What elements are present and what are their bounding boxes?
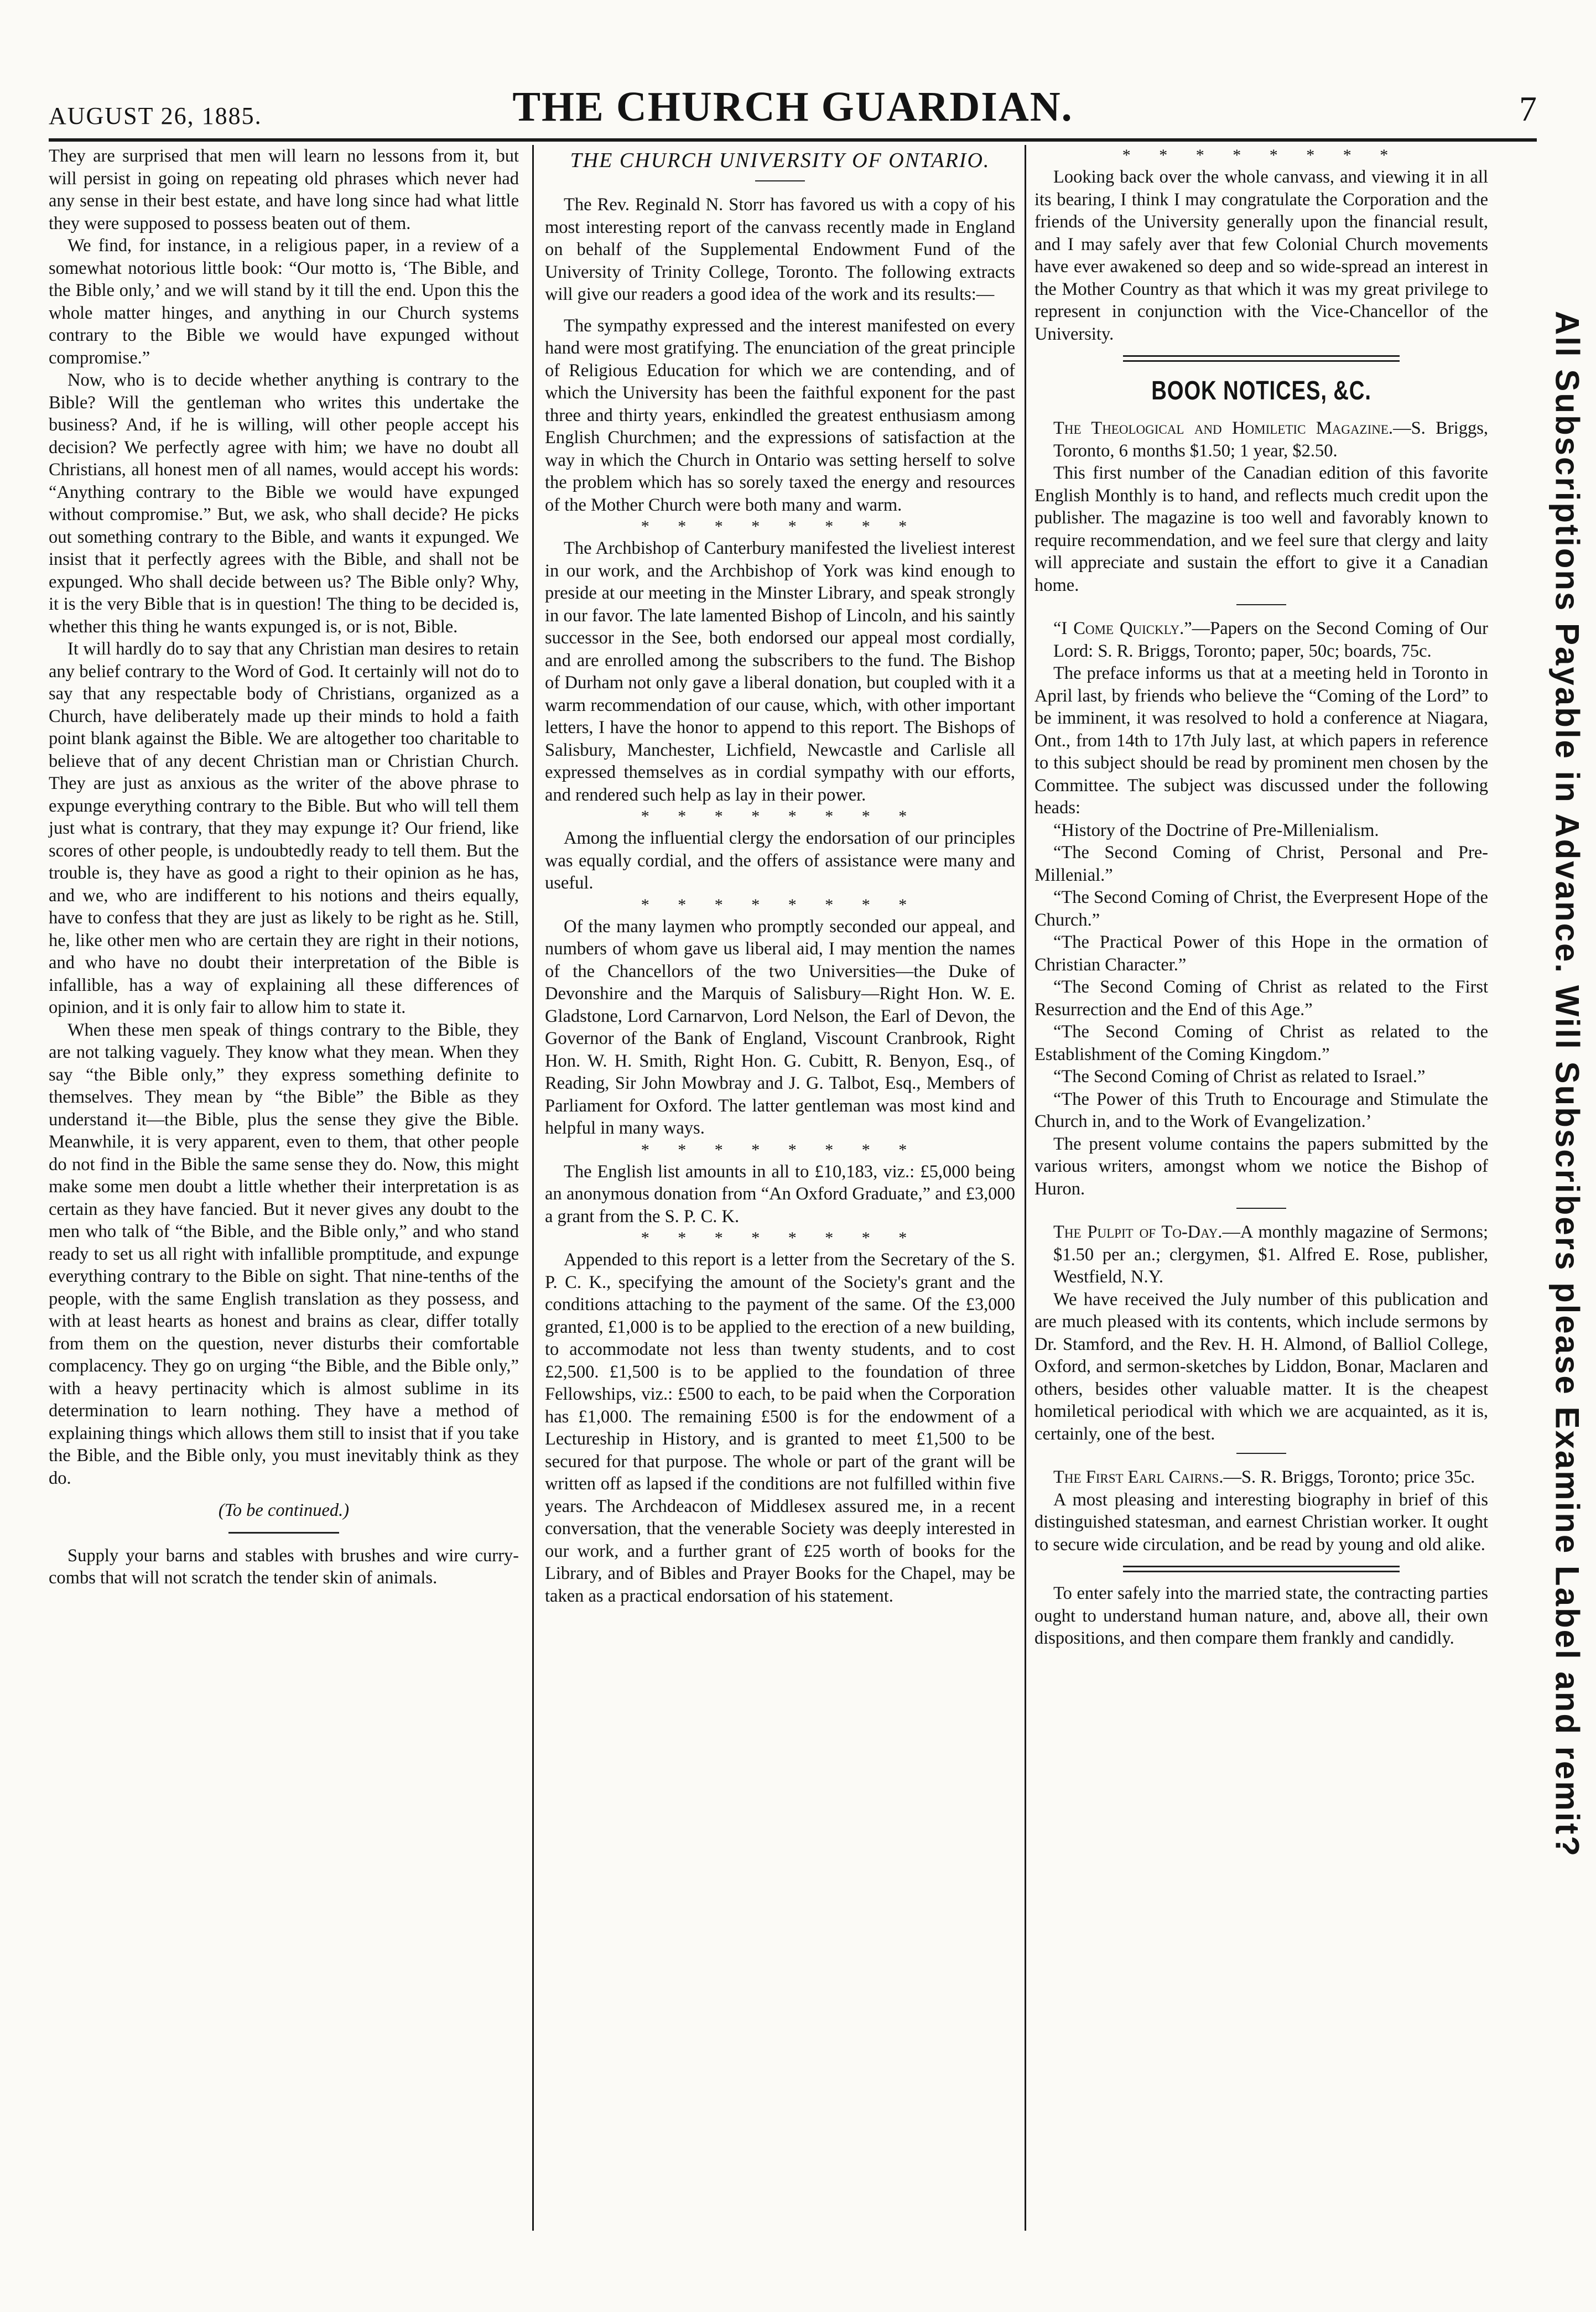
filler-paragraph: Supply your barns and stables with brushes and wire curry-combs that will not scratch the tender skin of animals. [49,1545,519,1588]
book-entry [1034,1466,1488,1489]
article-paragraph: Appended to this report is a letter from the Secretary of the S. P. C. K., specifying the amount of the Society's grant and the conditions attaching to the payment of the same. Of the £3,000 granted, £1,000 is to be applied to the erection of a new building, to accommodate not less than twenty students, and to cost £2,500. £1,500 is to be applied to the foundation of three Fellowships, viz.: £500 to each, to be paid when the Corporation has £1,000. The remaining £500 is for the endowment of a Lectureship in History, and is granted to meet £1,500 to be secured for that purpose. The whole or part of the grant will be written off as lapsed if the conditions are not fulfilled within five years. The Archdeacon of Middlesex assured me, in a recent conversation, that the venerable Society was deeply interested in our work, and a further grant of £25 worth of books for the Library, and of Bibles and Prayer Books for the Chapel, may be taken as a practical endorsation of his statement. [545,1250,1015,1606]
section-stars: * * * * * * * * [641,1229,919,1247]
book-review: A most pleasing and interesting biography in brief of this distinguished statesman, and earnest Christian worker. It ought to secure wide circulation, and be read by young and old alike. [1034,1489,1488,1555]
book-details: —S. Briggs, Toronto, 6 months $1.50; 1 year, $2.50. [1053,418,1488,461]
article-paragraph: The Rev. Reginald N. Storr has favored us with a copy of his most interesting report of the canvass recently made in England on behalf of the Supplemental Endowment Fund of the University of Trinity College, Toronto. The following extracts will give our readers a good idea of the work and its results:— [545,195,1015,304]
continued-note: (To be continued.) [218,1500,350,1520]
heading-item: “The Second Coming of Christ, Personal and Pre-Millenial.” [1034,843,1488,885]
article-paragraph: The sympathy expressed and the interest manifested on every hand were most gratifying. The enunciation of the great principle of Religious Education for which we are contending, and of which the University has been the faithful exponent for the past three and thirty years, enkindled the greatest enthusiasm among English Churchmen; and the expressions of satisfaction at the way in which the Church in Ontario was setting herself to solve the problem which has so sorely taxed the energy and resources of the Mother Church were both many and warm. [545,315,1015,515]
book-review: This first number of the Canadian edition of this favorite English Monthly is to hand, and reflects much credit upon the publisher. The magazine is too well and favorably known to require recommendation, and we feel sure that clergy and laity will appreciate and sustain the effort to give it a Canadian home. [1034,463,1488,595]
newspaper-title: THE CHURCH GUARDIAN. [512,84,1073,130]
book-notices-heading: BOOK NOTICES, &C. [1151,376,1371,406]
book-title: The First Earl Cairns. [1053,1467,1224,1487]
book-title: “I Come Quickly.” [1053,619,1192,638]
book-title: The Pulpit of To-Day. [1053,1222,1223,1242]
book-details: —A monthly magazine of Sermons; $1.50 per an.; clergymen, $1. Alfred E. Rose, publisher, Westfield, N.Y. [1053,1222,1488,1287]
section-stars: * * * * * * * * [641,1140,919,1159]
article-paragraph: We find, for instance, in a religious paper, in a review of a somewhat notorious little book: “Our motto is, ‘The Bible, and the Bible only,’ and we will stand by it till the end. Upon this the whole matter hinges, and anything in our Church systems contrary to the Bible we would have expunged without compromise.” [49,236,519,368]
page-number: 7 [1519,89,1537,128]
article-paragraph: It will hardly do to say that any Christian man desires to retain any belief contrary to the Word of God. It certainly will not do to say that any respectable body of Christians, organized as a Church, have deliberately made up their minds to hold a faith point blank against the Bible. We are altogether too charitable to believe that of any decent Christian man or Christian Church. They are just as anxious as the writer of the above phrase to expunge everything contrary to the Bible. But who will tell them just what is contrary, that they may expunge it? Our friend, like scores of other people, is undoubtedly ready to tell them. But the trouble is, they have as good a right to their opinion as he has, and we, who are indifferent to his notions and theirs equally, have to confess that they are just as likely to be right as he. Still, he, like other men who are certain they are right in their notions, and who have no doubt their interpretation of the Bible is infallible, has a way of explaining all these differences of opinion, and it is only fair to allow him to state it. [49,639,519,1017]
column-2-article [545,145,1015,1607]
book-entry [1034,1221,1488,1289]
subscription-notice-text: All Subscriptions Payable in Advance. Will Subscribers please Examine Label and remit? [1548,310,1585,1858]
article-paragraph: Of the many laymen who promptly seconded our appeal, and numbers of whom gave us liberal aid, I may mention the names of the Chancellors of the two Universities—the Duke of Devonshire and the Marquis of Salisbury—Right Hon. W. E. Gladstone, Lord Carnarvon, Lord Nelson, the Earl of Devon, the Governor of the Bank of England, Viscount Cranbrook, Right Hon. W. H. Smith, Right Hon. G. Cubitt, R. Benyon, Esq., of Reading, Sir John Mowbray and J. G. Talbot, Esq., Members of Parliament for Oxford. The latter gentleman was most kind and helpful in many ways. [545,916,1015,1138]
article-paragraph: When these men speak of things contrary to the Bible, they are not talking vaguely. They know what they mean. When they say “the Bible only,” they express something definite to themselves. They mean by “the Bible” the Bible as they understand it—the Bible, plus the sense they give the Bible. Meanwhile, it is very apparent, even to them, that other people do not find in the Bible the same sense they do. Now, this might make some men doubt a little whether their interpretation is as certain as they have fancied. But it never gives any doubt to the men who talk of “the Bible, and the Bible only,” and who stand ready to set us all right with infallible promptitude, and expunge everything contrary to the Bible on sight. That nine-tenths of the people, with the same English translation as they possess, and with at least hearts as honest and brains as clear, differ totally from them on the question, never disturbs their comfortable complacency. They go on urging “the Bible, and the Bible only,” with a heavy pertinacity which is almost sublime in its determination to learn nothing. They have a method of explaining things which allows them still to insist that if you take the Bible, and the Bible only, you must inevitably think as they do. [49,1020,519,1488]
heading-item: “The Second Coming of Christ as related to the Establishment of the Coming Kingdom.” [1034,1022,1488,1064]
section-stars: * * * * * * * * [641,895,919,914]
book-review: The present volume contains the papers submitted by the various writers, amongst whom we notice the Bishop of Huron. [1034,1134,1488,1199]
book-entry [1034,417,1488,462]
divider [755,180,805,181]
heading-item: “The Power of this Truth to Encourage and Stimulate the Church in, and to the Work of Evangelization.’ [1034,1089,1488,1131]
heading-item: “The Practical Power of this Hope in the ormation of Christian Character.” [1034,932,1488,975]
article-paragraph: Among the influential clergy the endorsation of our principles was equally cordial, and the offers of assistance were many and useful. [545,828,1015,893]
article-paragraph: The English list amounts in all to £10,183, viz.: £5,000 being an anonymous donation from “An Oxford Graduate,” and £3,000 a grant from the S. P. C. K. [545,1161,1015,1227]
heading-item: “The Second Coming of Christ, the Everpresent Hope of the Church.” [1034,887,1488,930]
divider [1123,355,1400,362]
book-review: The preface informs us that at a meeting held in Toronto in April last, by friends who believe the “Coming of the Lord” to be imminent, it was resolved to hold a conference at Niagara, Ont., from 14th to 17th July last, at which papers in reference to this subject should be read by prominent men chosen by the Committee. The subject was discussed under the following heads: [1034,663,1488,818]
article-title: THE CHURCH UNIVERSITY OF ONTARIO. [570,149,990,172]
book-details: —Papers on the Second Coming of Our Lord: S. R. Briggs, Toronto; paper, 50c; boards, 75c. [1053,619,1488,661]
column-1-article [49,145,519,1589]
header-rule [49,138,1537,142]
divider [1123,1566,1400,1572]
issue-date: AUGUST 26, 1885. [49,102,262,129]
column-3-content [1034,145,1488,1650]
column-divider-1 [532,145,534,2231]
section-stars: * * * * * * * * [1122,146,1401,164]
column-divider-2 [1025,145,1026,2231]
divider [1236,1208,1286,1209]
filler-paragraph: To enter safely into the married state, the contracting parties ought to understand human nature, and, above all, their own dispositions, and then compare them frankly and candidly. [1034,1583,1488,1648]
book-entry [1034,617,1488,662]
divider [228,1532,339,1535]
article-paragraph: They are surprised that men will learn no lessons from it, but will persist in going on repeating old phrases which never had any sense in their best estate, and have long since had what little they were supposed to possess beaten out of them. [49,146,519,233]
article-paragraph: The Archbishop of Canterbury manifested the liveliest interest in our work, and the Archbishop of York was kind enough to preside at our meeting in the Minster Library, and speak strongly in our favor. The late lamented Bishop of Lincoln, and his saintly successor in the See, both endorsed our appeal most cordially, and are enrolled among the subscribers to the fund. The Bishop of Durham not only gave a liberal donation, but coupled with it a warm recommendation of our cause, which, with other important letters, I have the honor to append to this report. The Bishops of Salisbury, Manchester, Lichfield, Newcastle and Carlisle all expressed themselves as in cordial sympathy with our efforts, and rendered such help as lay in their power. [545,538,1015,805]
section-stars: * * * * * * * * [641,807,919,825]
book-title: The Theological and Homiletic Magazine. [1053,418,1394,438]
book-details: —S. R. Briggs, Toronto; price 35c. [1223,1467,1475,1487]
heading-item: “The Second Coming of Christ as related to Israel.” [1053,1067,1426,1087]
heading-item: “History of the Doctrine of Pre-Millenialism. [1053,820,1379,840]
page-header [49,83,1537,138]
article-paragraph: Now, who is to decide whether anything is contrary to the Bible? Will the gentleman who writes this undertake the business? And, if he is willing, will other people accept his decision? We perfectly agree with him; we have no doubt all Christians, all honest men of all names, would accept his words: “Anything contrary to the Bible we would have expunged without compromise.” But, we ask, who shall decide? He picks out something contrary to the Bible, and wants it expunged. We insist that it perfectly agrees with the Bible, and shall not be expunged. Who shall decide between us? The Bible only? Why, it is the very Bible that is in question! The thing to be decided is, whether this thing he wants expunged is, or is not, Bible. [49,370,519,637]
section-stars: * * * * * * * * [641,517,919,536]
divider [1236,1453,1286,1454]
book-review: We have received the July number of this publication and are much pleased with its contents, which include sermons by Dr. Stamford, and the Rev. H. H. Almond, of Balliol College, Oxford, and sermon-sketches by Liddon, Bonar, Maclaren and others, besides other valuable matter. It is the cheapest homiletical periodical with which we are acquainted, as it is, certainly, one of the best. [1034,1289,1488,1444]
article-paragraph: Looking back over the whole canvass, and viewing it in all its bearing, I think I may congratulate the Corporation and the friends of the University generally upon the financial result, and I may safely aver that few Colonial Church movements have ever awakened so deep and so wide-spread an interest in the Mother Country as that which it was my great privilege to represent in conjunction with the Vice-Chancellor of the University. [1034,167,1488,344]
divider [1236,604,1286,605]
subscription-notice [1546,254,1588,1914]
heading-item: “The Second Coming of Christ as related to the First Resurrection and the End of this Age.” [1034,977,1488,1020]
